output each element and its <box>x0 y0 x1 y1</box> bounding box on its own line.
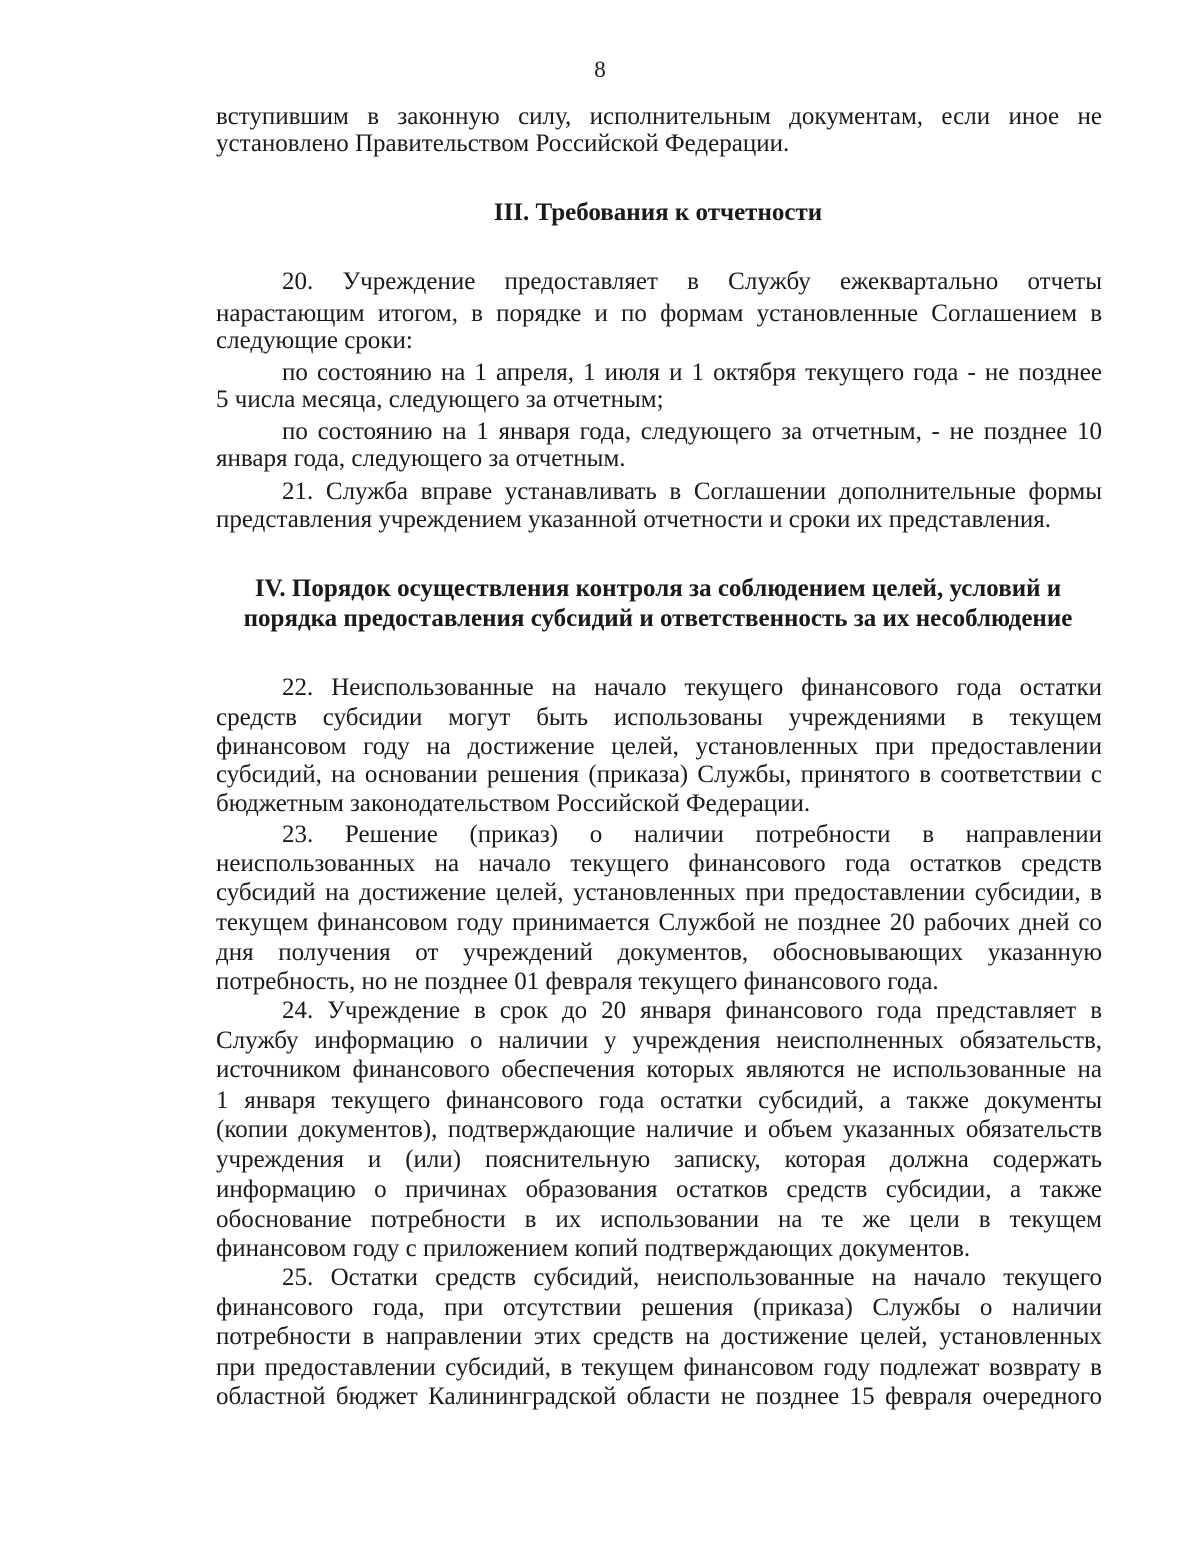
text-line: 23. Решение (приказ) о наличии потребности в направлении <box>282 821 1102 848</box>
text-line: 5 числа месяца, следующего за отчетным; <box>216 386 664 413</box>
text-line: финансового года, при отсутствии решения (приказа) Службы о наличии <box>216 1294 1102 1321</box>
text-line: неиспользованных на начало текущего финансового года остатков средств <box>216 850 1102 877</box>
text-line: 20. Учреждение предоставляет в Службу ежеквартально отчеты <box>282 268 1102 295</box>
text-line: представления учреждением указанной отчетности и сроки их представления. <box>216 506 1052 533</box>
section-3-title: III. Требования к отчетности <box>493 199 823 226</box>
text-line: обоснование потребности в их использовании на те же цели в текущем <box>216 1206 1102 1233</box>
text-line: учреждения и (или) пояснительную записку, которая должна содержать <box>216 1146 1102 1173</box>
text-line: 21. Служба вправе устанавливать в Соглашении дополнительные формы <box>282 478 1102 505</box>
text-line: источником финансового обеспечения которых являются не использованные на <box>216 1056 1102 1083</box>
text-line: потребность, но не позднее 01 февраля текущего финансового года. <box>216 968 939 995</box>
section-4-title-line-1: IV. Порядок осуществления контроля за соблюдением целей, условий и <box>254 575 1062 602</box>
text-line: областной бюджет Калининградской области не позднее 15 февраля очередного <box>216 1383 1102 1410</box>
page-number: 8 <box>594 57 606 82</box>
text-line: 22. Неиспользованные на начало текущего финансового года остатки <box>282 674 1102 701</box>
text-line: по состоянию на 1 апреля, 1 июля и 1 октября текущего года - не позднее <box>282 359 1102 386</box>
text-line: нарастающим итогом, в порядке и по формам установленные Соглашением в <box>216 300 1102 327</box>
text-line: вступившим в законную силу, исполнительным документам, если иное не <box>216 103 1102 130</box>
text-line: (копии документов), подтверждающие наличие и объем указанных обязательств <box>216 1116 1102 1143</box>
text-line: Службу информацию о наличии у учреждения неисполненных обязательств, <box>216 1027 1102 1054</box>
text-line: текущем финансовом году принимается Службой не позднее 20 рабочих дней со <box>216 909 1102 936</box>
text-line: бюджетным законодательством Российской Федерации. <box>216 790 811 817</box>
text-line: 24. Учреждение в срок до 20 января финансового года представляет в <box>282 997 1102 1024</box>
text-line: субсидий, на основании решения (приказа) Службы, принятого в соответствии с <box>216 761 1102 788</box>
text-line: 25. Остатки средств субсидий, неиспользованные на начало текущего <box>282 1264 1102 1291</box>
text-line: 1 января текущего финансового года остатки субсидий, а также документы <box>216 1087 1102 1114</box>
text-line: января года, следующего за отчетным. <box>216 445 626 472</box>
text-line: потребности в направлении этих средств на достижение целей, установленных <box>216 1323 1102 1350</box>
text-line: средств субсидии могут быть использованы учреждениями в текущем <box>216 704 1102 731</box>
text-line: дня получения от учреждений документов, обосновывающих указанную <box>216 939 1102 966</box>
text-line: по состоянию на 1 января года, следующего за отчетным, - не позднее 10 <box>282 418 1102 445</box>
text-line: установлено Правительством Российской Федерации. <box>216 130 790 157</box>
text-line: следующие сроки: <box>216 327 413 354</box>
text-line: при предоставлении субсидий, в текущем финансовом году подлежат возврату в <box>216 1354 1102 1381</box>
text-line: субсидий на достижение целей, установленных при предоставлении субсидии, в <box>216 879 1102 906</box>
text-line: информацию о причинах образования остатков средств субсидии, а также <box>216 1176 1102 1203</box>
text-line: финансовом году с приложением копий подтверждающих документов. <box>216 1235 971 1262</box>
text-line: финансовом году на достижение целей, установленных при предоставлении <box>216 733 1102 760</box>
section-4-title-line-2: порядка предоставления субсидий и ответственность за их несоблюдение <box>243 605 1073 632</box>
